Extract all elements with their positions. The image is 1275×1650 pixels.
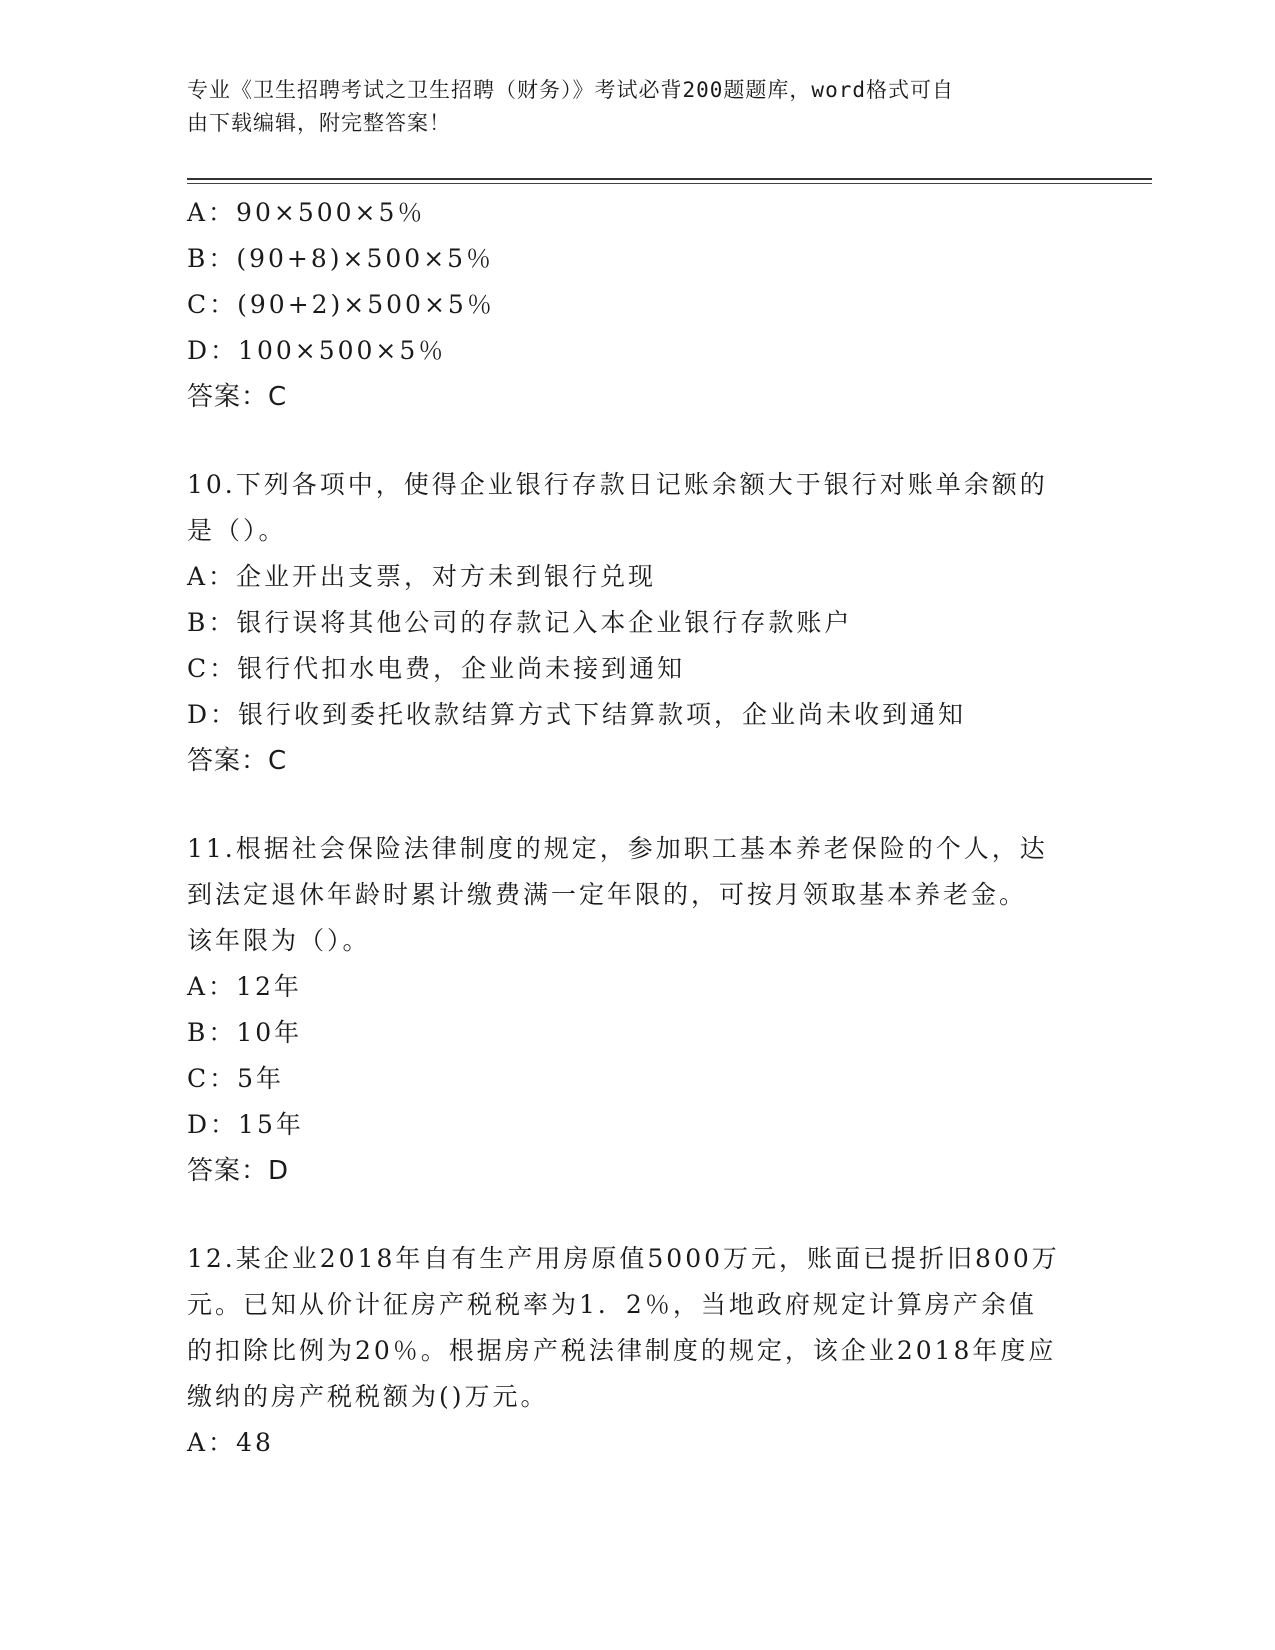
option-c: C：5年 bbox=[187, 1064, 285, 1093]
option-b: B：(90+8)×500×5％ bbox=[187, 244, 495, 273]
question-list bbox=[187, 190, 1087, 1466]
header-divider-thin bbox=[187, 183, 1152, 184]
option-c: C：银行代扣水电费，企业尚未接到通知 bbox=[187, 654, 686, 683]
question-10 bbox=[187, 462, 1087, 784]
answer: 答案：C bbox=[187, 382, 288, 412]
option-a: A：90×500×5％ bbox=[187, 198, 426, 227]
question-stem: 10.下列各项中，使得企业银行存款日记账余额大于银行对账单余额的 bbox=[187, 470, 1048, 499]
question-11 bbox=[187, 826, 1087, 1194]
option-b: B：10年 bbox=[187, 1018, 303, 1047]
option-d: D：15年 bbox=[187, 1110, 304, 1139]
option-d: D：100×500×5％ bbox=[187, 336, 447, 365]
question-stem: 12.某企业2018年自有生产用房原值5000万元，账面已提折旧800万 bbox=[187, 1244, 1060, 1273]
spacer bbox=[187, 420, 1087, 462]
question-stem: 的扣除比例为20％。根据房产税法律制度的规定，该企业2018年度应 bbox=[187, 1336, 1057, 1365]
option-c: C：(90+2)×500×5％ bbox=[187, 290, 495, 319]
option-a: A：12年 bbox=[187, 972, 302, 1001]
question-stem: 到法定退休年龄时累计缴费满一定年限的，可按月领取基本养老金。 bbox=[187, 880, 1028, 909]
answer: 答案：C bbox=[187, 746, 288, 776]
option-b: B：银行误将其他公司的存款记入本企业银行存款账户 bbox=[187, 608, 853, 637]
option-a: A：48 bbox=[187, 1428, 274, 1457]
question-12 bbox=[187, 1236, 1087, 1466]
spacer bbox=[187, 784, 1087, 826]
question-stem: 11.根据社会保险法律制度的规定，参加职工基本养老保险的个人，达 bbox=[187, 834, 1048, 863]
question-stem: 是（）。 bbox=[187, 516, 287, 545]
option-d: D：银行收到委托收款结算方式下结算款项，企业尚未收到通知 bbox=[187, 700, 967, 729]
option-a: A：企业开出支票，对方未到银行兑现 bbox=[187, 562, 657, 591]
header-divider-thick bbox=[187, 178, 1152, 180]
spacer bbox=[187, 1194, 1087, 1236]
header-line-2: 由下载编辑，附完整答案！ bbox=[187, 111, 451, 135]
document-header bbox=[187, 74, 1087, 140]
header-line-1: 专业《卫生招聘考试之卫生招聘（财务）》考试必背200题题库，word格式可自 bbox=[187, 78, 954, 102]
question-stem: 缴纳的房产税税额为()万元。 bbox=[187, 1382, 549, 1411]
answer: 答案：D bbox=[187, 1156, 290, 1186]
question-9 bbox=[187, 190, 1087, 420]
question-stem: 元。已知从价计征房产税税率为1．2％，当地政府规定计算房产余值 bbox=[187, 1290, 1037, 1319]
question-stem: 该年限为（）。 bbox=[187, 926, 371, 955]
